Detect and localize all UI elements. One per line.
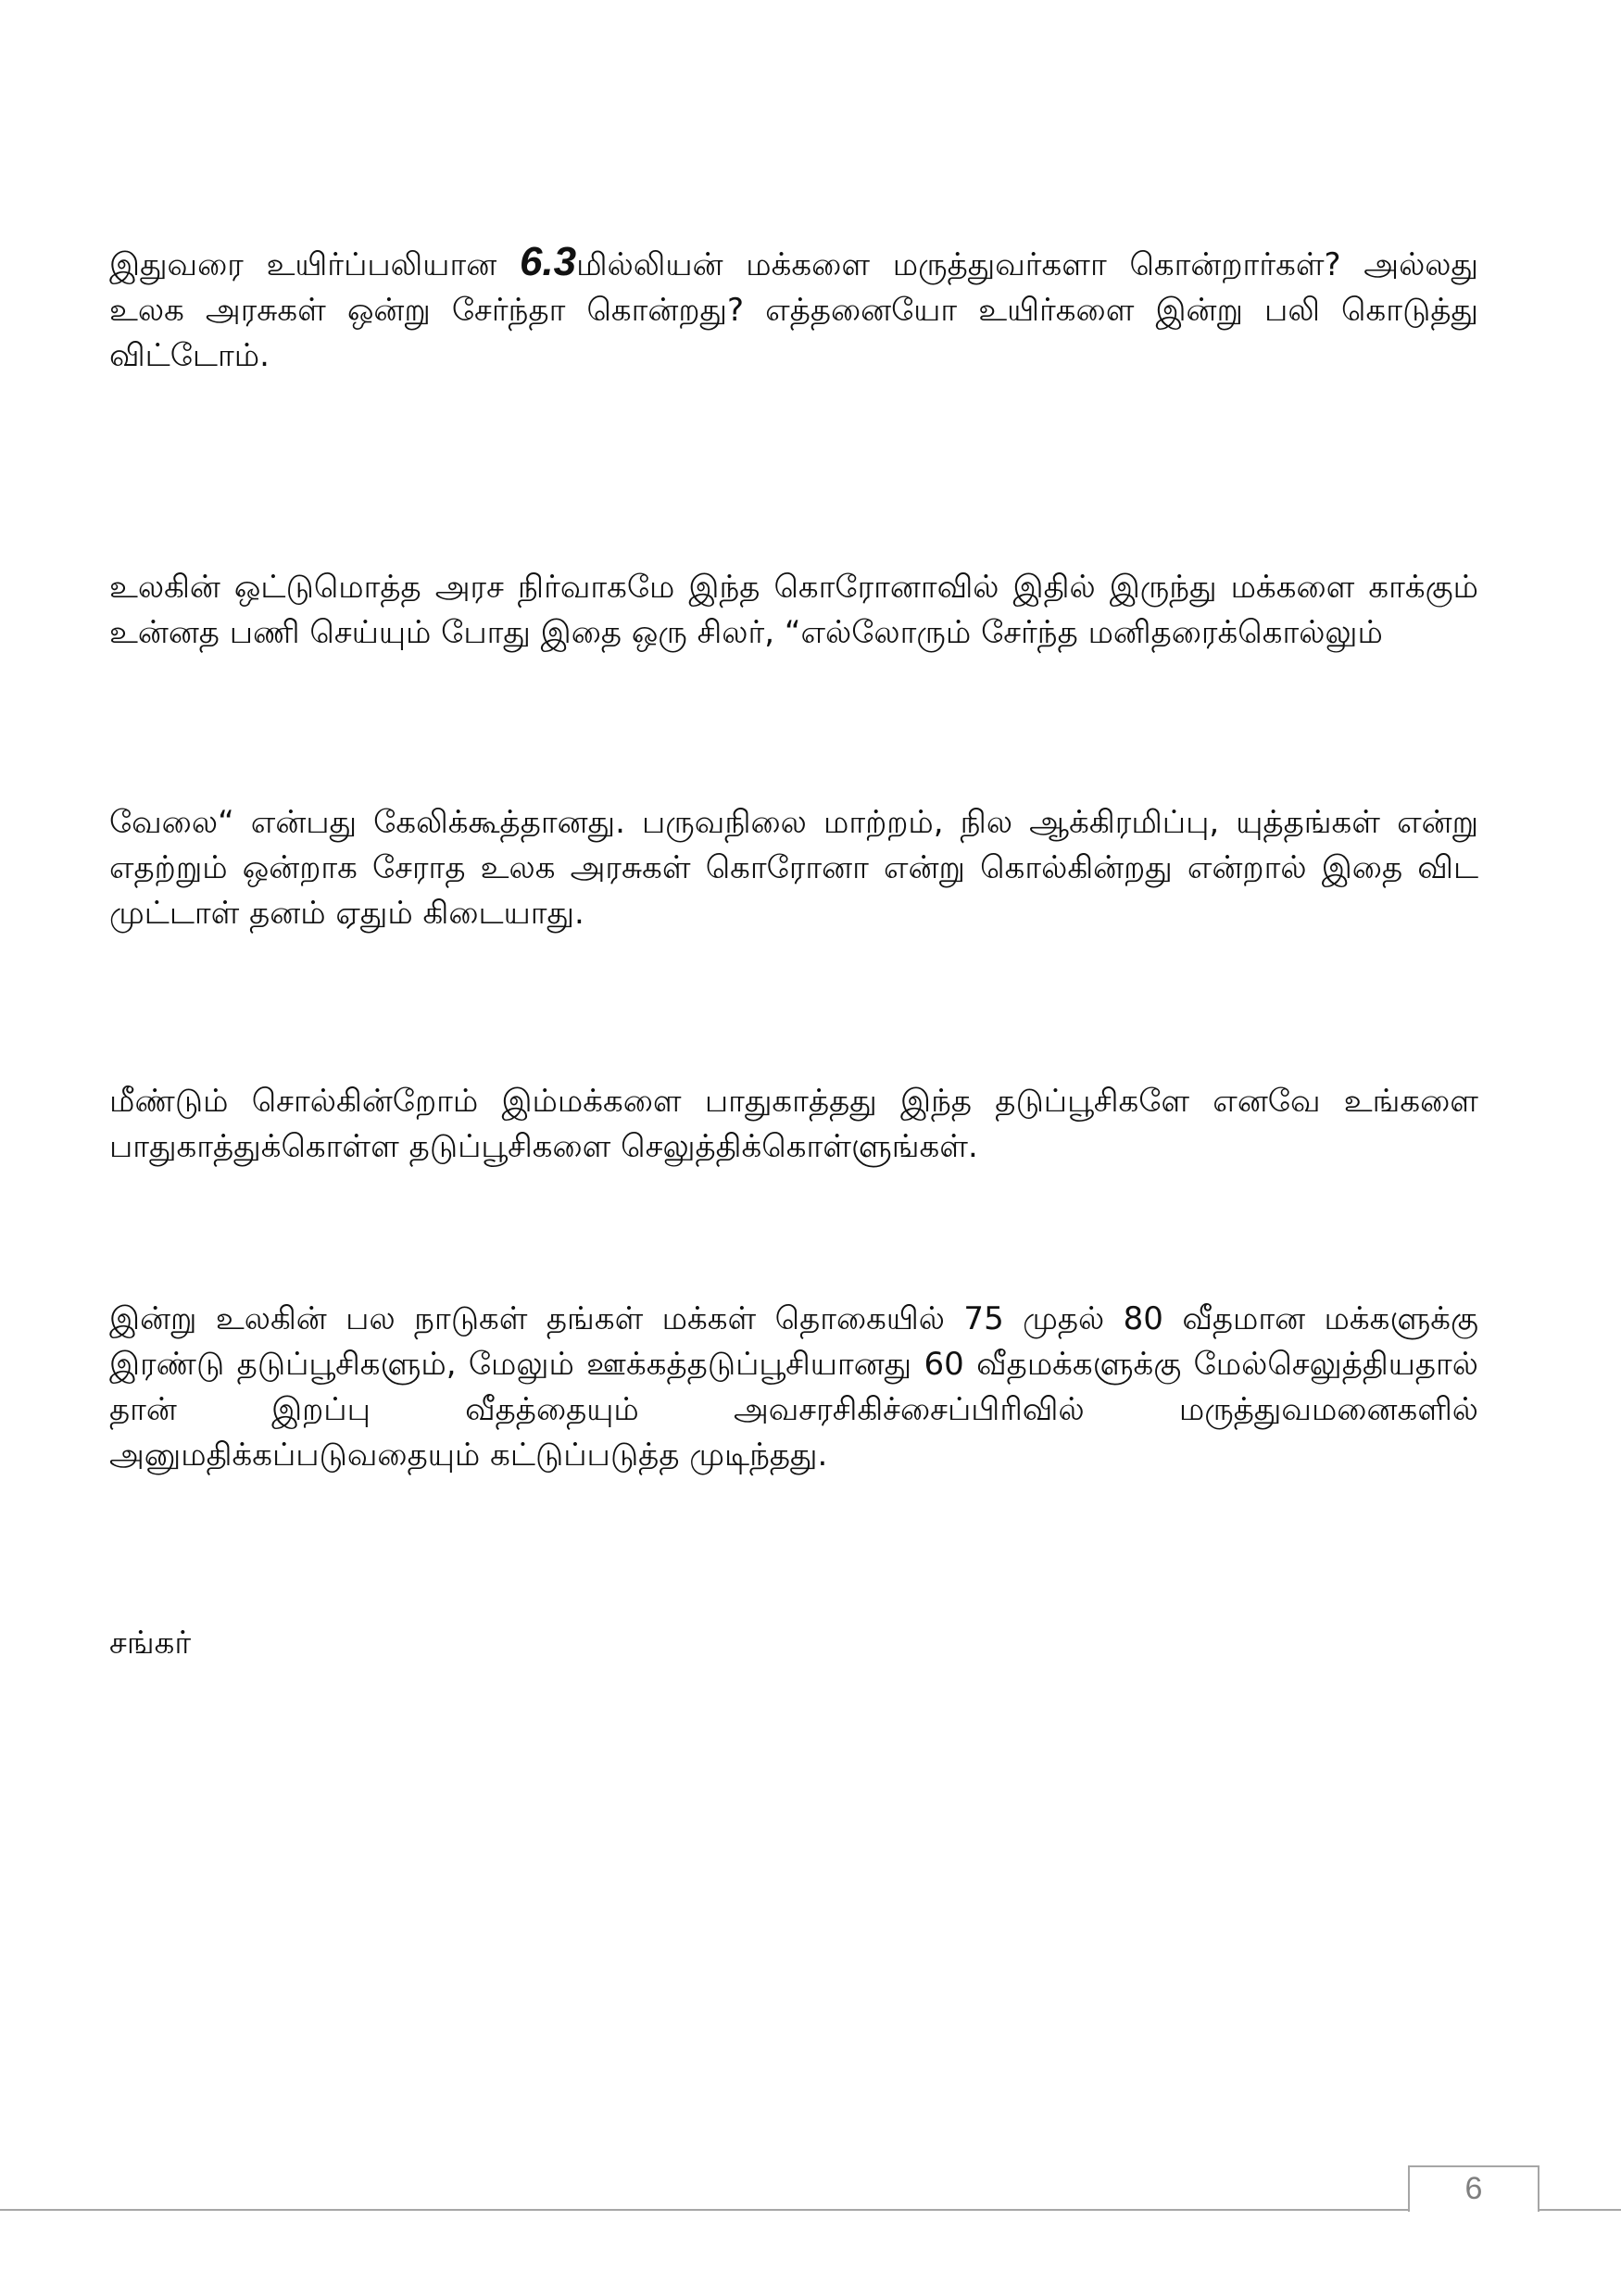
paragraph-2: உலகின் ஒட்டுமொத்த அரச நிர்வாகமே இந்த கொரோனாவில் இதில் இருந்து மக்களை காக்கும் உன்னத பணி செய்யும் போது இதை ஒரு சிலர், “எல்லோரும் சேர்ந்த மனிதரைக்கொல்லும்	[109, 569, 1478, 651]
death-toll-number: 6.3	[519, 239, 577, 284]
paragraph-1-body: மில்லியன் மக்களை மருத்துவர்களா கொன்றார்கள்? அல்லது உலக அரசுகள் ஒன்று சேர்ந்தா கொன்றது? எத்தனையோ உயிர்களை இன்று பலி கொடுத்து விட்டோம்.	[109, 246, 1479, 374]
author-signature: சங்கர்	[109, 1625, 192, 1662]
paragraph-1	[109, 239, 1478, 379]
paragraph-5: இன்று உலகின் பல நாடுகள் தங்கள் மக்கள் தொகையில் 75 முதல் 80 வீதமான மக்களுக்கு இரண்டு தடுப்பூசிகளும், மேலும் ஊக்கத்தடுப்பூசியானது 60 வீதமக்களுக்கு மேல்செலுத்தியதால் தான் இறப்பு வீதத்தையும் அவசரசிகிச்சைப்பிரிவில் மருத்துவமனைகளில் அனுமதிக்கப்படுவதையும் கட்டுப்படுத்த முடிந்தது.	[109, 1300, 1478, 1474]
paragraph-1-intro: இதுவரை உயிர்ப்பலியான	[109, 246, 520, 283]
page-number-box	[1408, 2165, 1539, 2212]
footer-rule	[0, 2209, 1621, 2211]
paragraph-3: வேலை“ என்பது கேலிக்கூத்தானது. பருவநிலை மாற்றம், நில ஆக்கிரமிப்பு, யுத்தங்கள் என்று எதற்றும் ஒன்றாக சேராத உலக அரசுகள் கொரோனா என்று கொல்கின்றது என்றால் இதை விட முட்டாள் தனம் ஏதும் கிடையாது.	[109, 804, 1478, 932]
paragraph-4: மீண்டும் சொல்கின்றோம் இம்மக்களை பாதுகாத்தது இந்த தடுப்பூசிகளே எனவே உங்களை பாதுகாத்துக்கொள்ள தடுப்பூசிகளை செலுத்திக்கொள்ளுங்கள்.	[109, 1083, 1478, 1165]
page-number: 6	[1464, 2171, 1483, 2206]
